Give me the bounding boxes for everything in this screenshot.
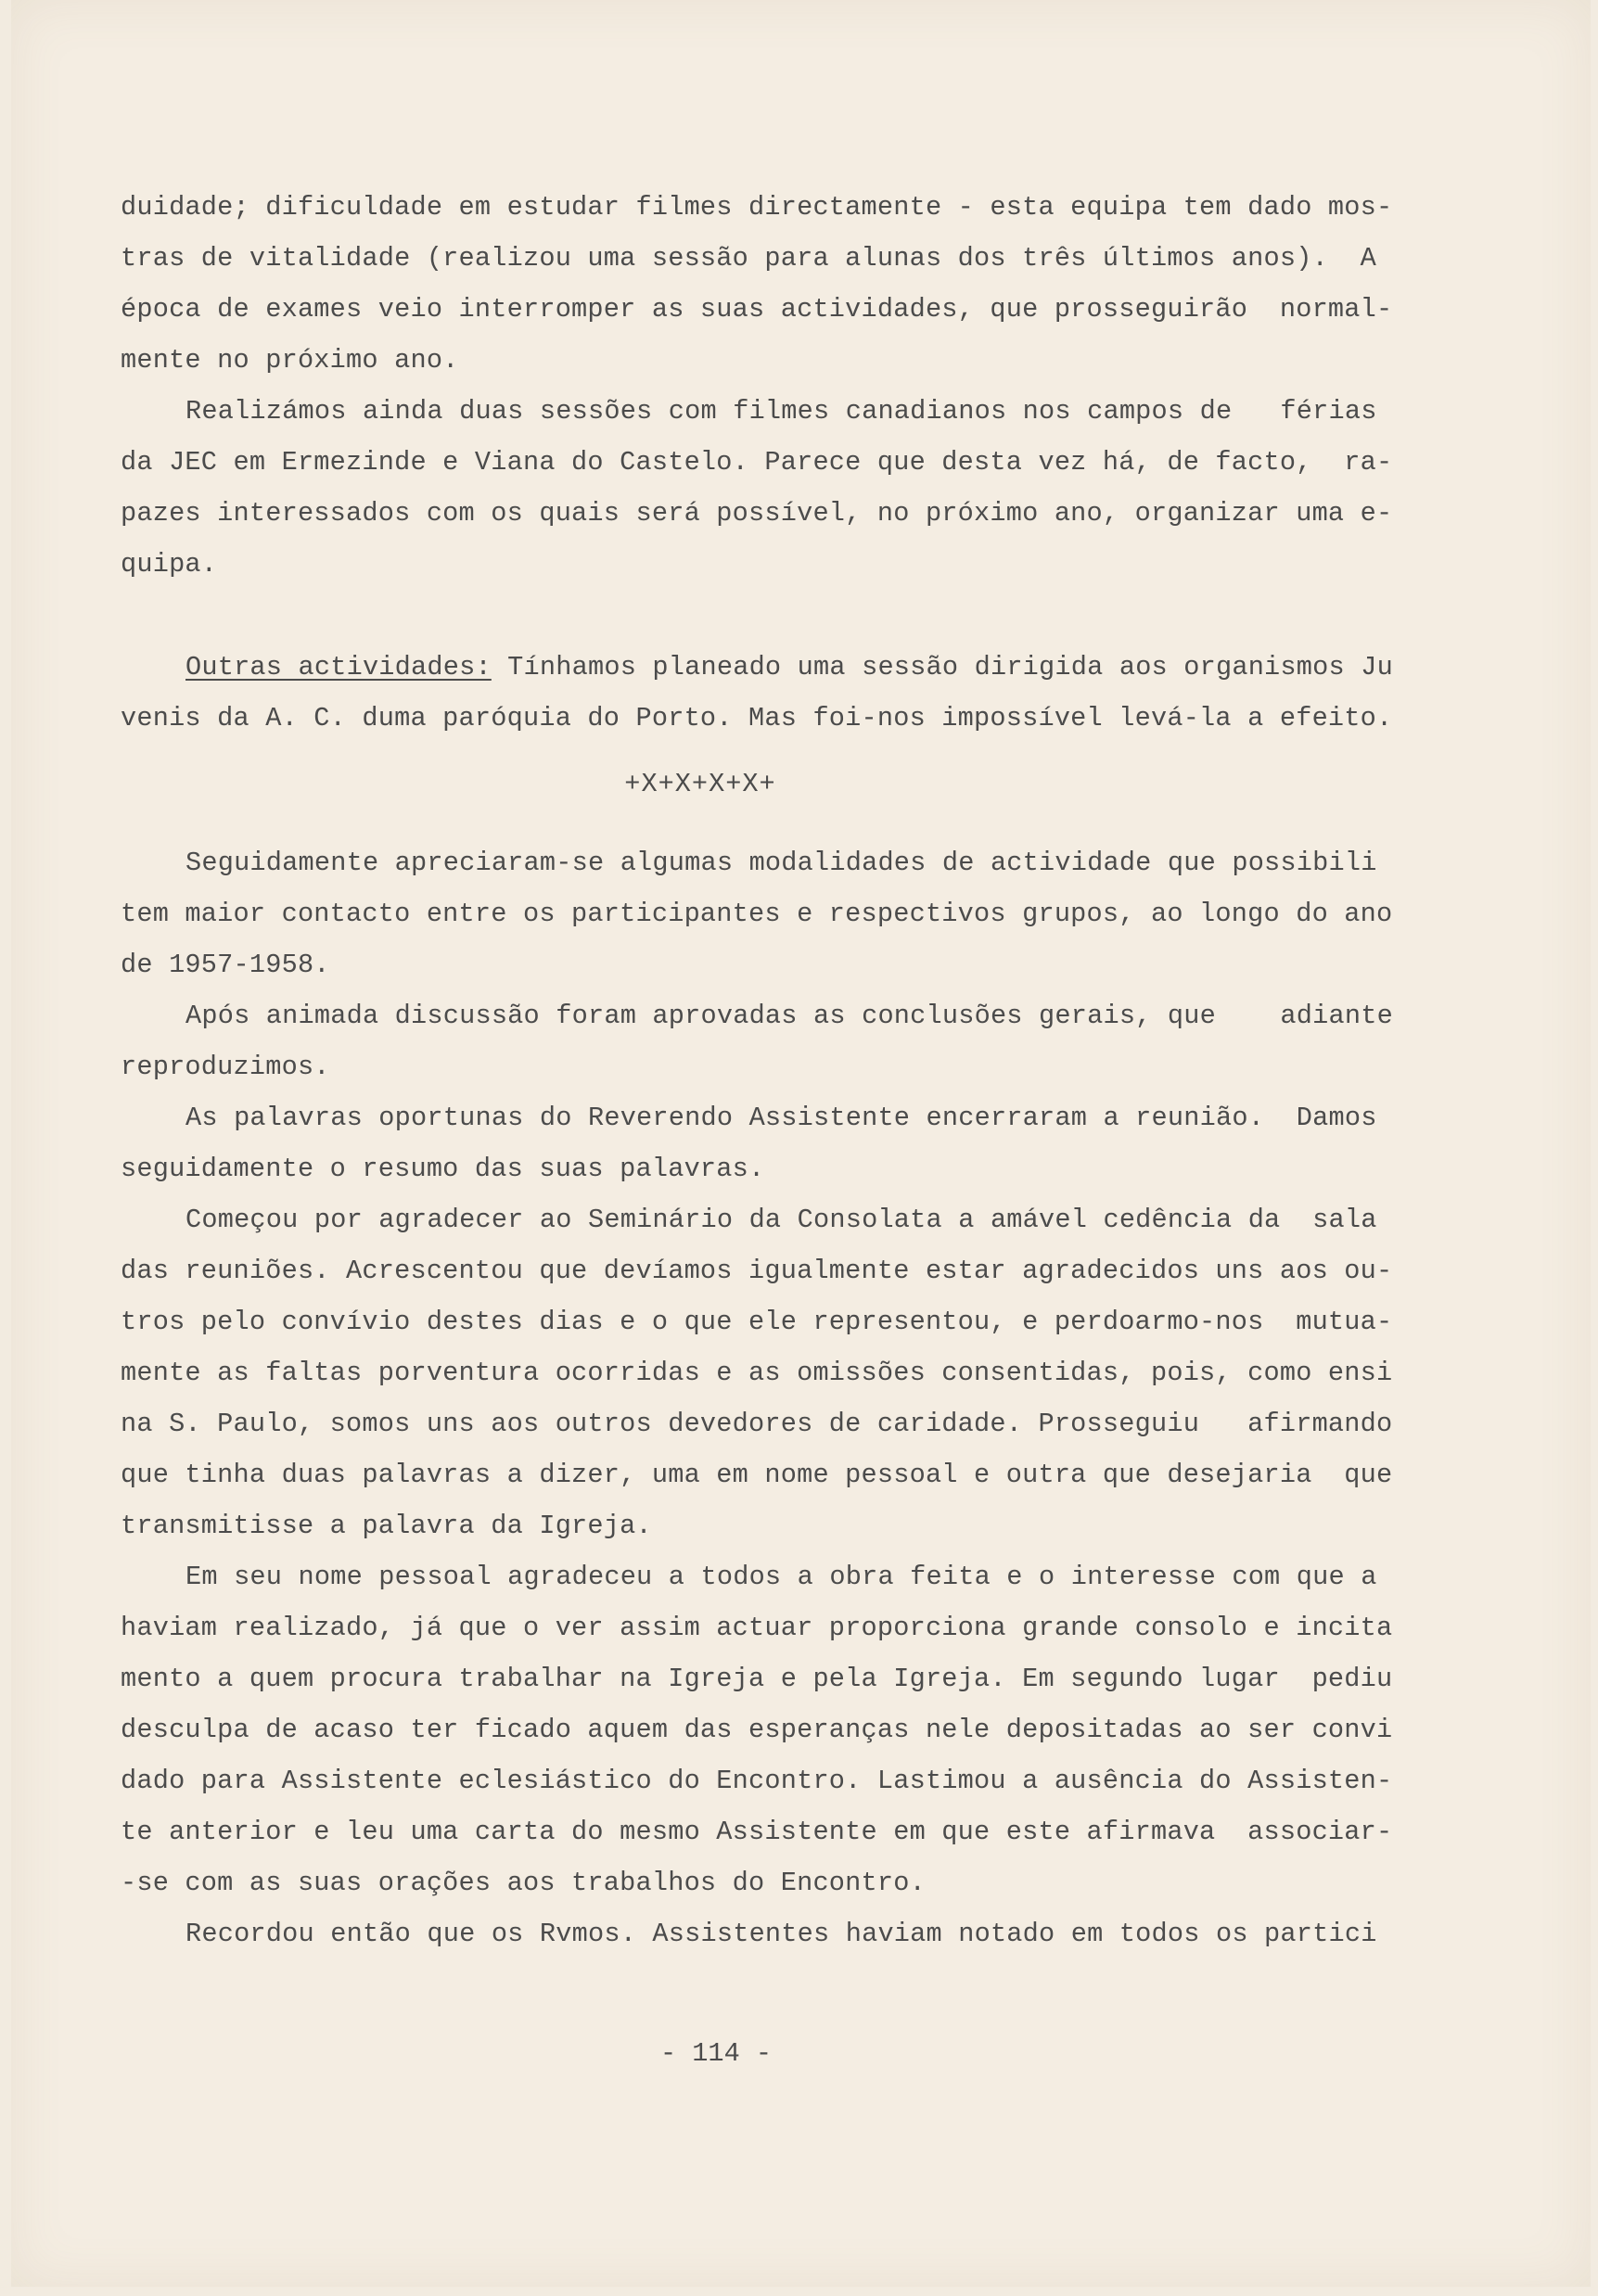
text-line: reproduzimos. [121,1052,330,1082]
page-number: - 114 - [659,2038,773,2069]
text-line: Em seu nome pessoal agradeceu a todos a obra feita e o interesse com que a [185,1562,1377,1592]
text-line: haviam realizado, já que o ver assim actuar proporciona grande consolo e incita [121,1613,1393,1643]
text-line: Recordou então que os Rvmos. Assistentes haviam notado em todos os partici [185,1919,1377,1949]
paragraph-4 [121,837,1393,990]
text-line: venis da A. C. duma paróquia do Porto. Mas foi-nos impossível levá-la a efeito. [121,703,1393,733]
paragraph-1 [121,182,1393,386]
text-line: transmitisse a palavra da Igreja. [121,1511,652,1541]
text-line: -se com as suas orações aos trabalhos do Encontro. [121,1868,926,1898]
paragraph-9 [121,1908,1377,1959]
text-line: tras de vitalidade (realizou uma sessão para alunas dos três últimos anos). A [121,243,1377,274]
paragraph-5 [121,990,1393,1092]
text-line: que tinha duas palavras a dizer, uma em nome pessoal e outra que desejaria que [121,1460,1393,1490]
text-line: mento a quem procura trabalhar na Igreja e pela Igreja. Em segundo lugar pediu [121,1664,1393,1694]
text-line: Realizámos ainda duas sessões com filmes canadianos nos campos de férias [185,396,1377,427]
text-line: Seguidamente apreciaram-se algumas modalidades de actividade que possibili [185,848,1377,878]
paragraph-2 [121,386,1393,590]
body-text [121,182,1393,1959]
text-line: mente no próximo ano. [121,345,459,376]
paragraph-8 [121,1551,1393,1908]
paragraph-6 [121,1092,1377,1194]
text-line: na S. Paulo, somos uns aos outros devedores de caridade. Prosseguiu afirmando [121,1409,1393,1439]
text-line: Começou por agradecer ao Seminário da Consolata a amável cedência da sala [185,1205,1377,1235]
text-line: época de exames veio interromper as suas actividades, que prosseguirão normal- [121,294,1393,325]
text-line: mente as faltas porventura ocorridas e as omissões consentidas, pois, como ensi [121,1358,1393,1388]
paragraph-3 [121,642,1393,744]
text-line: quipa. [121,549,218,580]
text-line-rest: Tínhamos planeado uma sessão dirigida aos organismos Ju [491,652,1393,682]
text-line [121,642,1393,693]
text-line: das reuniões. Acrescentou que devíamos igualmente estar agradecidos uns aos ou- [121,1256,1393,1286]
section-divider: +X+X+X+X+ [624,769,776,799]
text-line: dado para Assistente eclesiástico do Encontro. Lastimou a ausência do Assisten- [121,1766,1393,1796]
text-line: As palavras oportunas do Reverendo Assistente encerraram a reunião. Damos [185,1103,1377,1133]
text-line: Após animada discussão foram aprovadas as conclusões gerais, que adiante [185,1001,1393,1031]
text-line: te anterior e leu uma carta do mesmo Assistente em que este afirmava associar- [121,1817,1393,1847]
text-line: pazes interessados com os quais será possível, no próximo ano, organizar uma e- [121,498,1393,529]
text-line: desculpa de acaso ter ficado aquem das esperanças nele depositadas ao ser convi [121,1715,1393,1745]
text-line: tem maior contacto entre os participantes e respectivos grupos, ao longo do ano [121,899,1393,929]
text-line: tros pelo convívio destes dias e o que ele representou, e perdoarmo-nos mutua- [121,1307,1393,1337]
paragraph-7 [121,1194,1393,1551]
text-line: seguidamente o resumo das suas palavras. [121,1154,765,1184]
text-line: de 1957-1958. [121,950,330,980]
text-line: da JEC em Ermezinde e Viana do Castelo. Parece que desta vez há, de facto, ra- [121,447,1393,478]
text-line: duidade; dificuldade em estudar filmes directamente - esta equipa tem dado mos- [121,192,1393,223]
document-page [11,0,1591,2287]
section-heading: Outras actividades: [185,652,492,682]
